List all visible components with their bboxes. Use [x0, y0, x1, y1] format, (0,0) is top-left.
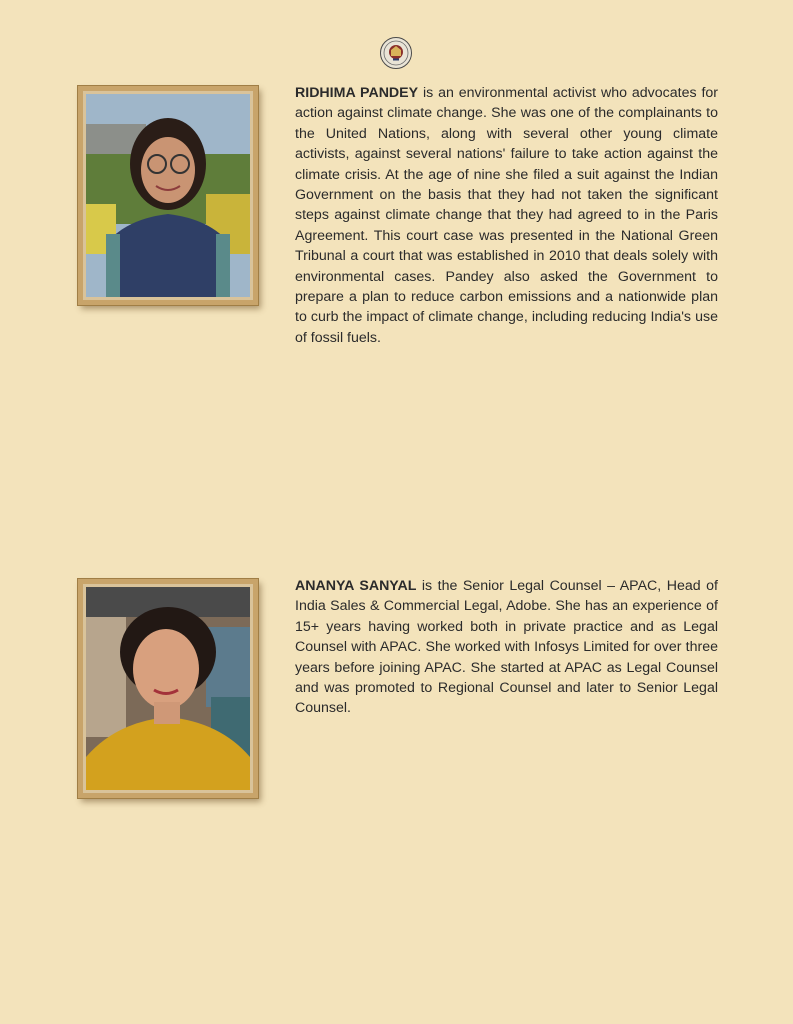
portrait-photo-ananya: [78, 579, 258, 798]
bio-paragraph: [295, 83, 718, 348]
portrait-photo-ridhima: [78, 86, 258, 305]
portrait-image: [86, 94, 250, 297]
emblem-seal-icon: [380, 37, 412, 69]
portrait-image: [86, 587, 250, 790]
person-name: RIDHIMA PANDEY: [295, 85, 419, 101]
bio-paragraph: [295, 576, 718, 719]
person-name: ANANYA SANYAL: [295, 578, 417, 594]
bio-body: is an environmental activist who advocates for action against climate change. She was one of the complainants to the United Nations, along with several other young climate activists, against several nations' failure to take action against the climate crisis. At the age of nine she filed a suit against the Indian Government on the basis that they had not taken the significant steps against climate change that they had agreed to in the Paris Agreement. This court case was presented in the National Green Tribunal a court that was established in 2010 that deals solely with environmental cases. Pandey also asked the Government to prepare a plan to reduce carbon emissions and a nationwide plan to curb the impact of climate change, including reducing India's use of fossil fuels.: [295, 85, 718, 346]
bio-body: is the Senior Legal Counsel – APAC, Head of India Sales & Commercial Legal, Adobe. She has an experience of 15+ years having worked both in private practice and as Legal Counsel with APAC. She worked with Infosys Limited for over three years before joining APAC. She started at APAC as Legal Counsel and was promoted to Regional Counsel and later to Senior Legal Counsel.: [295, 578, 718, 717]
